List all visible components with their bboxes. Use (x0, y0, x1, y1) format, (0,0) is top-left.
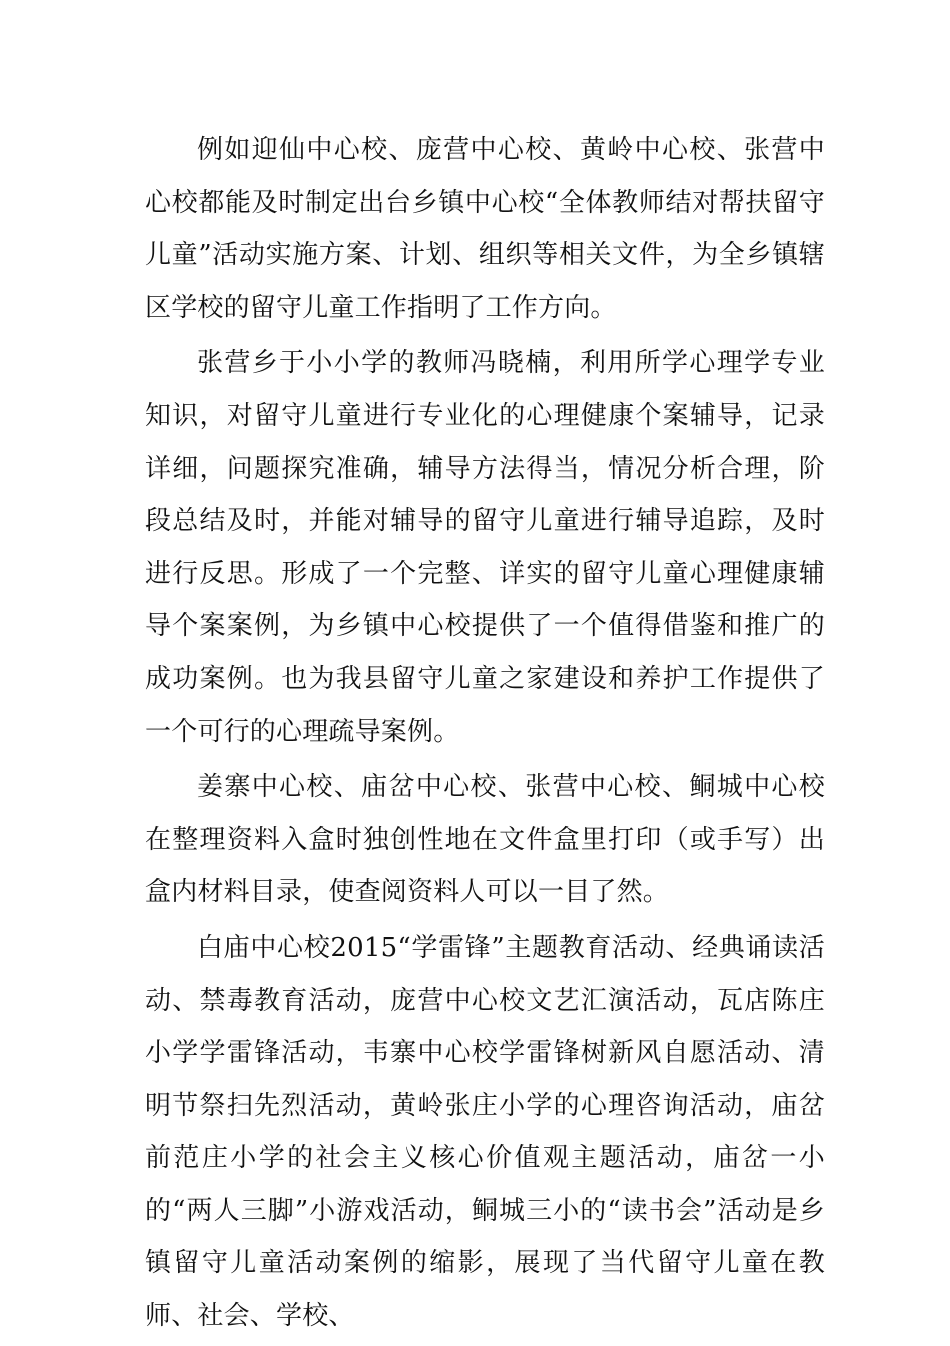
paragraph-1: 例如迎仙中心校、庞营中心校、黄岭中心校、张营中心校都能及时制定出台乡镇中心校“全体教师结对帮扶留守儿童”活动实施方案、计划、组织等相关文件，为全乡镇辖区学校的留守儿童工作指明了工作方向。 (145, 135, 825, 323)
paragraph-3: 姜寨中心校、庙岔中心校、张营中心校、鲖城中心校在整理资料入盒时独创性地在文件盒里打印（或手写）出盒内材料目录，使查阅资料人可以一目了然。 (145, 772, 825, 908)
document-body (145, 124, 825, 1346)
paragraph-2: 张营乡于小小学的教师冯晓楠，利用所学心理学专业知识，对留守儿童进行专业化的心理健康个案辅导，记录详细，问题探究准确，辅导方法得当，情况分析合理，阶段总结及时，并能对辅导的留守儿童进行辅导追踪，及时进行反思。形成了一个完整、详实的留守儿童心理健康辅导个案案例，为乡镇中心校提供了一个值得借鉴和推广的成功案例。也为我县留守儿童之家建设和养护工作提供了一个可行的心理疏导案例。 (145, 348, 825, 747)
paragraph-4: 白庙中心校2015“学雷锋”主题教育活动、经典诵读活动、禁毒教育活动，庞营中心校文艺汇演活动，瓦店陈庄小学学雷锋活动，韦寨中心校学雷锋树新风自愿活动、清明节祭扫先烈活动，黄岭张庄小学的心理咨询活动，庙岔前范庄小学的社会主义核心价值观主题活动，庙岔一小的“两人三脚”小游戏活动，鲖城三小的“读书会”活动是乡镇留守儿童活动案例的缩影，展现了当代留守儿童在教师、社会、学校、 (145, 932, 825, 1332)
